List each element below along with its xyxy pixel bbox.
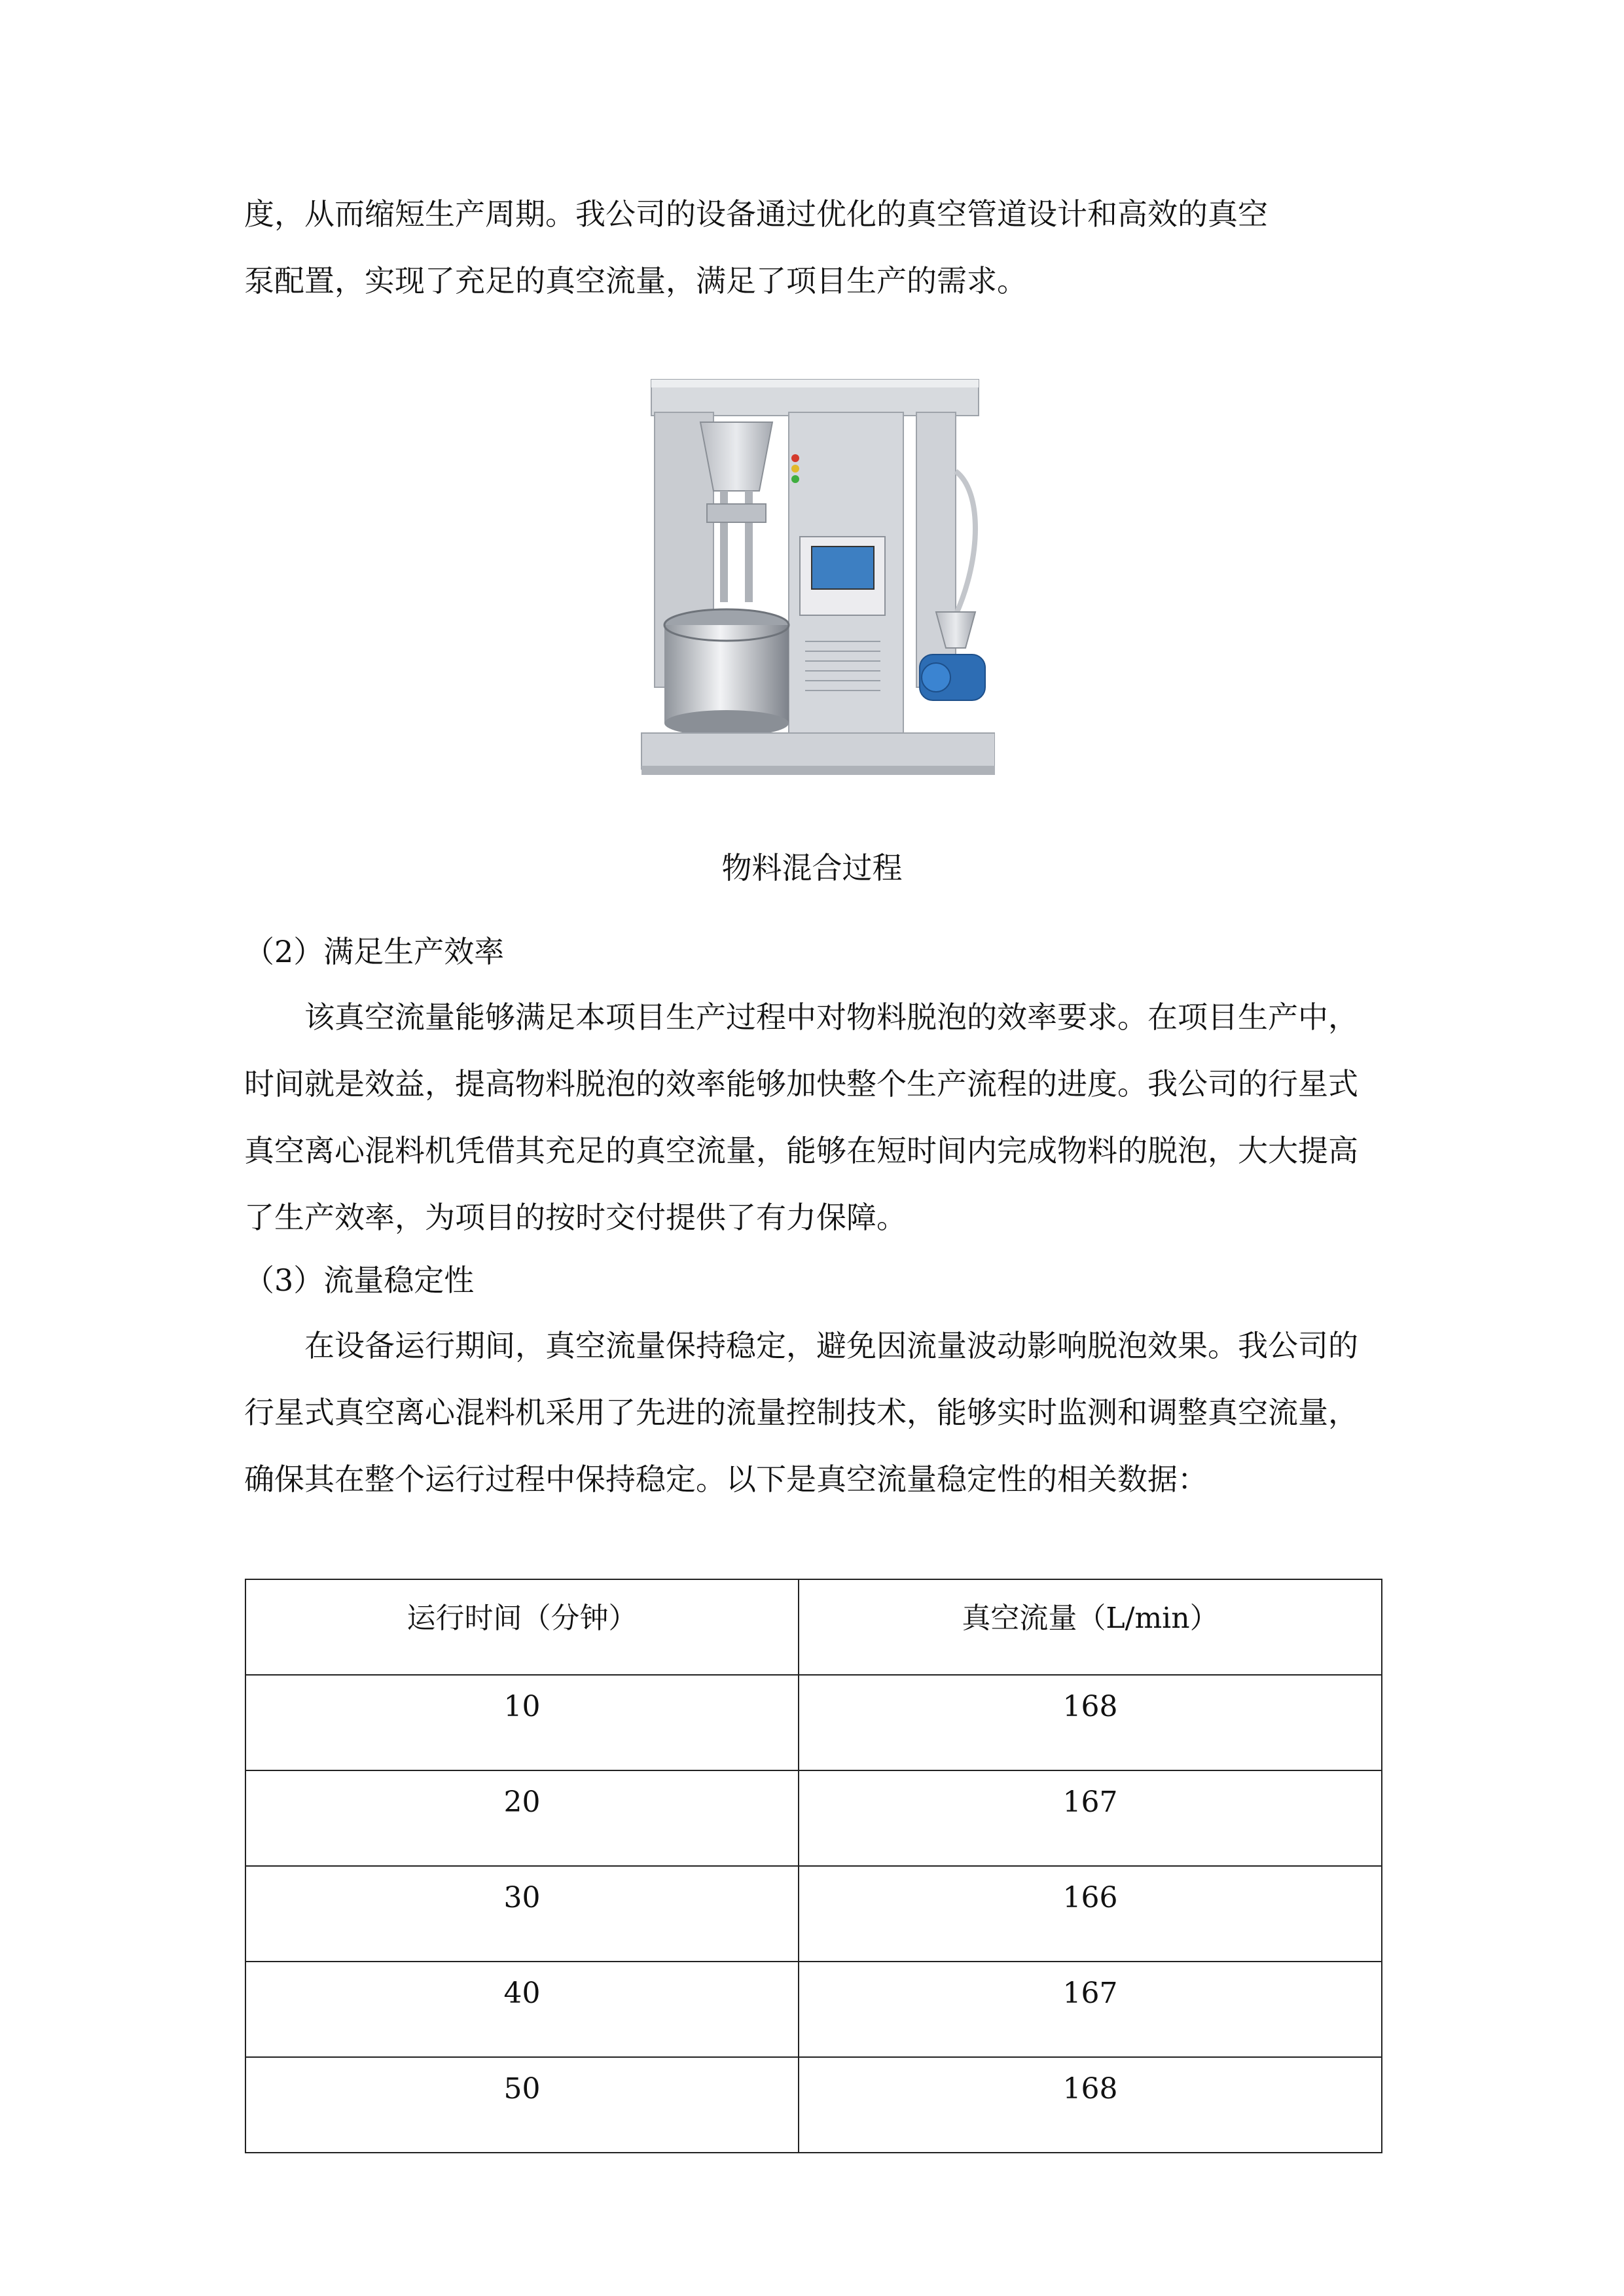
runtime-cell: 30 xyxy=(245,1866,799,1962)
figure-caption: 物料混合过程 xyxy=(721,850,903,886)
table-header-row xyxy=(245,1579,1382,1675)
runtime-cell: 40 xyxy=(245,1962,799,2057)
table-row xyxy=(245,1675,1382,1770)
intro-line-1: 度，从而缩短生产周期。我公司的设备通过优化的真空管道设计和高效的真空 xyxy=(244,196,1268,232)
vacuum-flow-table xyxy=(245,1579,1382,2153)
mixer-machine-image xyxy=(628,340,995,792)
section-2-heading: （2）满足生产效率 xyxy=(244,934,505,969)
flow-cell: 168 xyxy=(799,1675,1382,1770)
runtime-cell: 10 xyxy=(245,1675,799,1770)
flow-cell: 166 xyxy=(799,1866,1382,1962)
table-row xyxy=(245,1770,1382,1866)
table-row xyxy=(245,1962,1382,2057)
flow-cell: 167 xyxy=(799,1962,1382,2057)
section-2-body: 该真空流量能够满足本项目生产过程中对物料脱泡的效率要求。在项目生产中，时间就是效益，提高物料脱泡的效率能够加快整个生产流程的进度。我公司的行星式真空离心混料机凭借其充足的真空流量，能够在短时间内完成物料的脱泡，大大提高了生产效率，为项目的按时交付提供了有力保障。 xyxy=(244,999,1358,1235)
section-3-heading: （3）流量稳定性 xyxy=(244,1263,475,1298)
flow-cell: 168 xyxy=(799,2057,1382,2153)
table-row xyxy=(245,1866,1382,1962)
runtime-cell: 20 xyxy=(245,1770,799,1866)
section-3-body: 在设备运行期间，真空流量保持稳定，避免因流量波动影响脱泡效果。我公司的行星式真空离心混料机采用了先进的流量控制技术，能够实时监测和调整真空流量，确保其在整个运行过程中保持稳定。以下是真空流量稳定性的相关数据： xyxy=(244,1328,1358,1497)
header-runtime: 运行时间（分钟） xyxy=(245,1579,799,1675)
runtime-cell: 50 xyxy=(245,2057,799,2153)
table-row xyxy=(245,2057,1382,2153)
flow-cell: 167 xyxy=(799,1770,1382,1866)
intro-line-2: 泵配置，实现了充足的真空流量，满足了项目生产的需求。 xyxy=(244,263,1027,298)
header-vacuum-flow: 真空流量（L/min） xyxy=(799,1579,1382,1675)
